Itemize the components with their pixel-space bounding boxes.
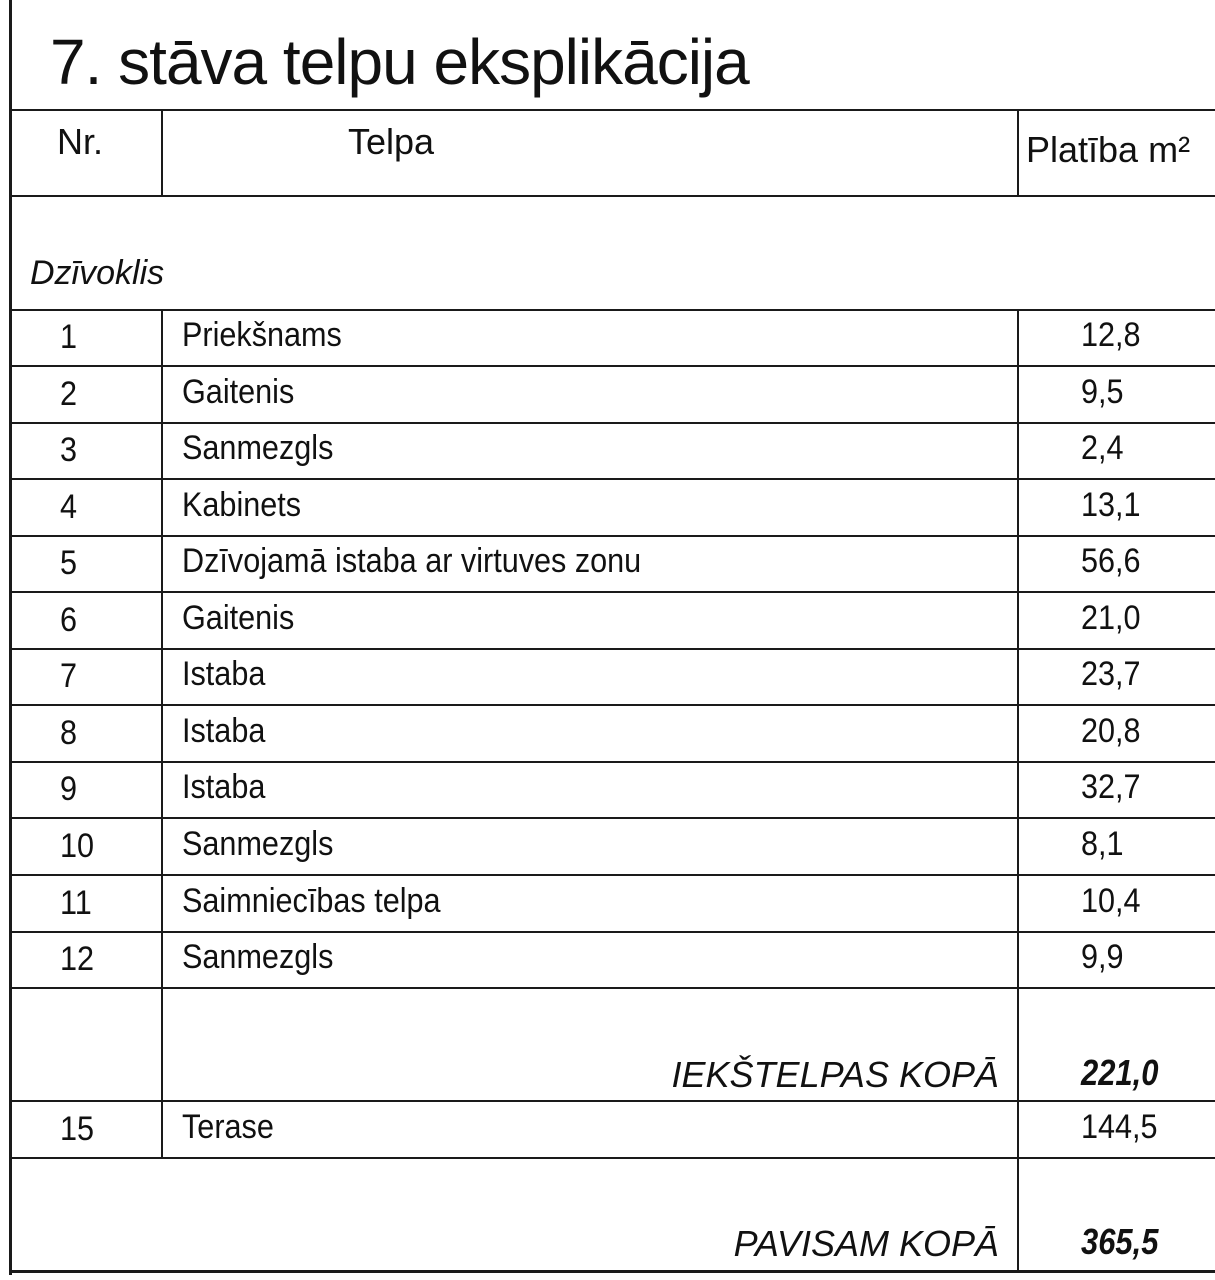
- header-area-clip: [1024, 128, 1192, 172]
- indoor-total-value: 221,0: [1081, 1052, 1159, 1093]
- col-divider-area-body: [1017, 309, 1019, 1272]
- terrace-number: 15: [60, 1110, 95, 1148]
- rule-row-6: [9, 648, 1215, 650]
- row-3-area: 2,4: [1081, 429, 1124, 467]
- rule-indoor-total: [9, 1100, 1215, 1102]
- row-5-room: Dzīvojamā istaba ar virtuves zonu: [182, 542, 642, 580]
- row-9-room: Istaba: [182, 768, 266, 806]
- row-9-number: 9: [60, 770, 78, 808]
- row-12-number: 12: [60, 940, 95, 978]
- terrace-room: Terase: [182, 1108, 274, 1146]
- row-7-number: 7: [60, 657, 78, 695]
- row-4-area: 13,1: [1081, 486, 1141, 524]
- row-8-room: Istaba: [182, 712, 266, 750]
- row-1-room: Priekšnams: [182, 316, 342, 354]
- section-title: Dzīvoklis: [30, 254, 165, 292]
- rule-row-11: [9, 931, 1215, 933]
- rule-row-12: [9, 987, 1215, 989]
- row-6-number: 6: [60, 601, 78, 639]
- rule-row-4: [9, 535, 1215, 537]
- row-3-number: 3: [60, 431, 78, 469]
- header-room: Telpa: [348, 121, 435, 162]
- rule-row-8: [9, 761, 1215, 763]
- rule-row-10: [9, 874, 1215, 876]
- row-5-area: 56,6: [1081, 542, 1141, 580]
- header-number: Nr.: [57, 121, 104, 162]
- row-11-room: Saimniecības telpa: [182, 882, 441, 920]
- grand-total-label: PAVISAM KOPĀ: [733, 1223, 999, 1264]
- rule-row-5: [9, 591, 1215, 593]
- row-9-area: 32,7: [1081, 768, 1141, 806]
- terrace-area: 144,5: [1081, 1108, 1158, 1146]
- col-divider-nr-header: [161, 109, 163, 197]
- rule-terrace: [9, 1157, 1215, 1159]
- rule-header-bottom: [9, 195, 1215, 197]
- rule-row-2: [9, 422, 1215, 424]
- page-title: 7. stāva telpu eksplikācija: [50, 26, 749, 98]
- rule-row-3: [9, 478, 1215, 480]
- row-8-area: 20,8: [1081, 712, 1141, 750]
- rule-section-bottom: [9, 309, 1215, 311]
- row-7-room: Istaba: [182, 655, 266, 693]
- indoor-total-label: IEKŠTELPAS KOPĀ: [671, 1054, 999, 1095]
- row-6-area: 21,0: [1081, 599, 1141, 637]
- col-divider-area-header: [1017, 109, 1019, 197]
- grand-total-value: 365,5: [1081, 1221, 1159, 1262]
- row-7-area: 23,7: [1081, 655, 1141, 693]
- row-10-room: Sanmezgls: [182, 825, 334, 863]
- frame-left: [9, 0, 12, 1275]
- rule-row-1: [9, 365, 1215, 367]
- row-2-number: 2: [60, 375, 78, 413]
- header-area: Platība m²: [1026, 129, 1191, 170]
- col-divider-nr-body: [161, 309, 163, 1159]
- row-10-area: 8,1: [1081, 825, 1124, 863]
- row-3-room: Sanmezgls: [182, 429, 334, 467]
- row-12-area: 9,9: [1081, 938, 1124, 976]
- row-2-room: Gaitenis: [182, 373, 295, 411]
- row-4-number: 4: [60, 488, 78, 526]
- row-11-area: 10,4: [1081, 882, 1141, 920]
- row-2-area: 9,5: [1081, 373, 1124, 411]
- row-4-room: Kabinets: [182, 486, 302, 524]
- row-5-number: 5: [60, 544, 78, 582]
- rule-row-9: [9, 817, 1215, 819]
- rule-row-7: [9, 704, 1215, 706]
- row-11-number: 11: [60, 884, 92, 922]
- row-1-area: 12,8: [1081, 316, 1141, 354]
- row-10-number: 10: [60, 827, 95, 865]
- row-8-number: 8: [60, 714, 78, 752]
- frame-bottom: [9, 1270, 1215, 1273]
- rule-header-top: [9, 109, 1215, 111]
- row-1-number: 1: [60, 318, 78, 356]
- row-6-room: Gaitenis: [182, 599, 295, 637]
- row-12-room: Sanmezgls: [182, 938, 334, 976]
